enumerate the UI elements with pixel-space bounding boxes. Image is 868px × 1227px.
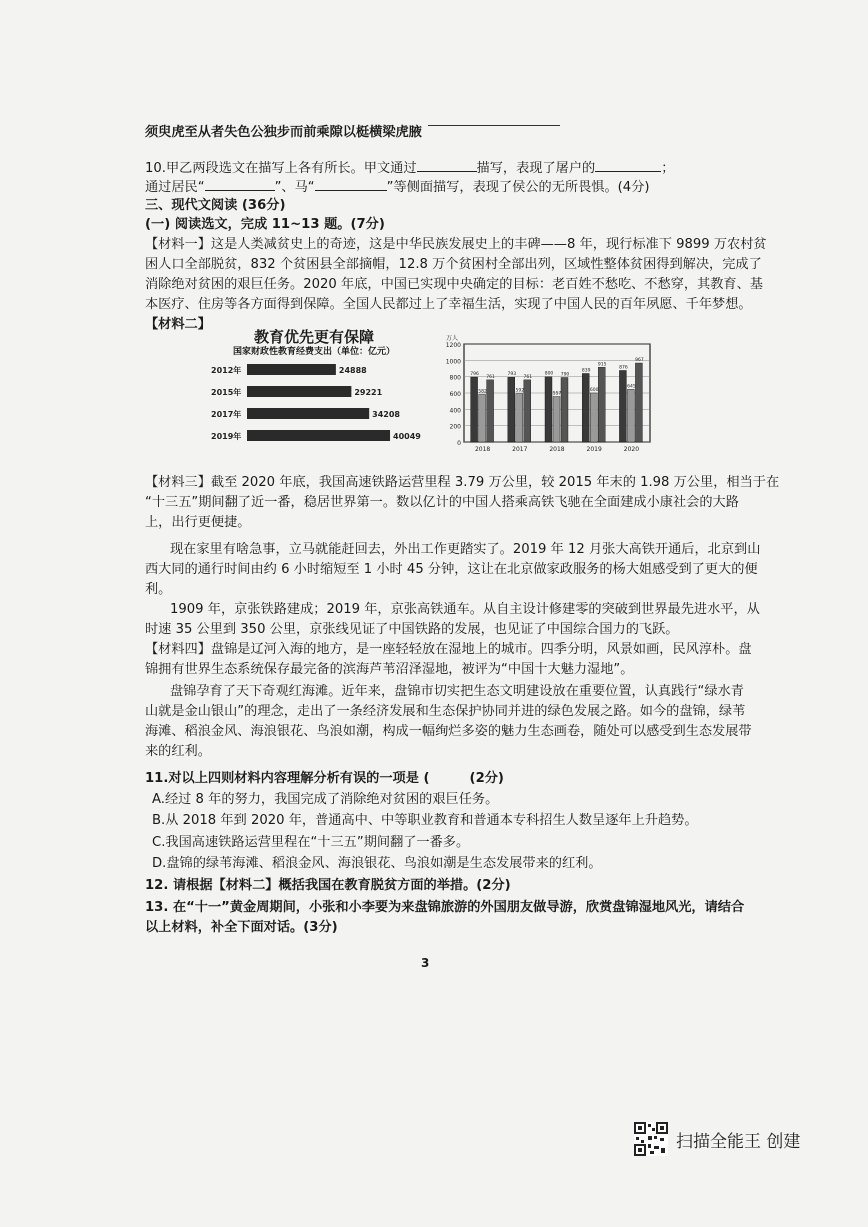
watermark-text: 扫描全能王 创建 — [676, 1131, 801, 1152]
edu-value-label: 29221 — [354, 388, 383, 397]
y-tick-label: 0 — [457, 440, 461, 447]
data-label: 790 — [560, 372, 570, 378]
data-label: 761 — [523, 374, 533, 380]
paragraph-line: 现在家里有啥急事，立马就能赶回去，外出工作更踏实了。2019 年 12 月张大高铁开通后，北京到山 — [170, 542, 761, 557]
answer-blank — [428, 125, 560, 126]
enrol-bar — [487, 380, 494, 442]
data-label: 793 — [507, 372, 517, 378]
y-tick-label: 800 — [449, 374, 461, 382]
enrol-bar — [553, 397, 560, 442]
education-spending-figure — [205, 328, 423, 454]
enrol-bar — [471, 377, 478, 442]
edu-bar — [247, 386, 351, 397]
enrol-bar — [508, 377, 515, 442]
option-c: C.我国高速铁路运营里程在“十三五”期间翻了一番多。 — [152, 835, 470, 850]
data-label: 967 — [635, 358, 644, 364]
data-label: 761 — [486, 374, 495, 380]
data-label: 582 — [478, 389, 487, 395]
enrol-bar — [598, 367, 605, 442]
edu-value-label: 40049 — [393, 432, 421, 441]
y-tick-label: 400 — [449, 407, 461, 415]
y-tick-label: 600 — [449, 391, 461, 398]
enrolment-bar-chart — [440, 328, 660, 464]
question-13-line: 以上材料，补全下面对话。(3分) — [145, 920, 338, 935]
material-2-label: 【材料二】 — [145, 317, 211, 332]
x-tick-label: 2018 — [474, 446, 491, 453]
enrol-bar — [479, 394, 486, 442]
paragraph-line: 时速 35 公里到 350 公里，京张线见证了中国铁路的发展，也见证了中国综合国力的飞跃。 — [145, 622, 679, 637]
paragraph-line: 山就是金山银山”的理念，走出了一条经济发展和生态保护协同并进的绿色发展之路。如今的盘锦，绿苇 — [145, 704, 746, 719]
enrol-bar — [635, 363, 642, 442]
material-3-line: 上，出行更便捷。 — [145, 515, 251, 530]
y-tick-label: 1000 — [445, 358, 461, 366]
edu-bar — [247, 364, 336, 375]
data-label: 839 — [581, 368, 591, 374]
scanner-watermark — [634, 1122, 800, 1156]
material-3-line: 【材料三】截至 2020 年底，我国高速铁路运营里程 3.79 万公里，较 2015 年末的 1.98 万公里，相当于在 — [145, 475, 780, 490]
enrol-bar — [590, 393, 597, 442]
material-4-line: 锦拥有世界生态系统保存最完备的滨海芦苇沼泽湿地，被评为“中国十大魅力湿地”。 — [145, 662, 634, 677]
y-tick-label: 200 — [449, 423, 461, 431]
data-label: 800 — [544, 371, 554, 377]
edu-value-label: 34208 — [372, 410, 401, 419]
paragraph-line: 来的红利。 — [145, 744, 211, 759]
qr-code-icon — [634, 1122, 668, 1156]
edu-value-label: 24888 — [338, 366, 367, 375]
question-11: 11.对以上四则材料内容理解分析有误的一项是 ( (2分) — [145, 771, 504, 786]
enrol-bar — [619, 370, 626, 442]
data-label: 915 — [597, 362, 607, 368]
y-axis-label: 万人 — [446, 335, 459, 342]
x-tick-label: 2020 — [623, 446, 640, 453]
education-bar-chart — [205, 358, 423, 454]
enrol-bar — [582, 373, 589, 442]
classical-text-line: 须臾虎至从者失色公独步而前乘隙以梃横梁虎腋 — [145, 125, 422, 140]
edu-year-label: 2015年 — [211, 388, 242, 397]
paragraph-line: 1909 年，京张铁路建成；2019 年，京张高铁通车。从自主设计修建零的突破到世界最先进水平，从 — [170, 602, 760, 617]
edu-year-label: 2017年 — [211, 410, 242, 419]
data-label: 592 — [515, 388, 525, 394]
material-1-line: 困人口全部脱贫，832 个贫困县全部摘帽，12.8 万个贫困村全部出列，区域性整体贫困得到解决，完成了 — [145, 257, 762, 272]
option-d: D.盘锦的绿苇海滩、稻浪金风、海浪银花、鸟浪如潮是生态发展带来的红利。 — [152, 856, 602, 871]
data-label: 796 — [470, 371, 479, 377]
material-3-line: “十三五”期间翻了近一番，稳居世界第一。数以亿计的中国人搭乘高铁飞驰在全面建成小康社会的大路 — [145, 495, 739, 510]
material-1-line: 本医疗、住房等各方面得到保障。全国人民都过上了幸福生活，实现了中国人民的百年夙愿、千年梦想。 — [145, 297, 752, 312]
paragraph-line: 盘锦孕育了天下奇观红海滩。近年来，盘锦市切实把生态文明建设放在重要位置，认真践行“绿水青 — [170, 684, 744, 699]
enrol-bar — [524, 380, 531, 442]
y-tick-label: 1200 — [445, 342, 461, 349]
enrol-bar — [545, 377, 552, 442]
paragraph-line: 利。 — [145, 582, 172, 597]
enrol-bar — [627, 389, 634, 442]
material-1-line: 【材料一】这是人类减贫史上的奇迹，这是中华民族发展史上的丰碑——8 年，现行标准下 9899 万农村贫 — [145, 237, 767, 252]
edu-year-label: 2019年 — [211, 432, 242, 441]
question-10-line-1: 10.甲乙两段选文在描写上各有所长。甲文通过 描写，表现了屠户的 ； — [145, 161, 675, 176]
material-1-line: 消除绝对贫困的艰巨任务。2020 年底，中国已实现中央确定的目标：老百姓不愁吃、不愁穿，其教育、基 — [145, 277, 763, 292]
page-number: 3 — [421, 956, 430, 970]
question-13-line: 13. 在“十一”黄金周期间，小张和小李要为来盘锦旅游的外国朋友做导游，欣赏盘锦湿地风光，请结合 — [145, 900, 745, 915]
enrolment-chart-figure — [440, 328, 660, 464]
question-10-line-2: 通过居民“ ”、马“ ”等侧面描写，表现了侯公的无所畏惧。(4分) — [145, 180, 650, 195]
section-3-heading: 三、现代文阅读 (36分) — [145, 198, 286, 213]
enrol-bar — [516, 394, 523, 442]
data-label: 600 — [589, 388, 599, 393]
material-4-line: 【材料四】盘锦是辽河入海的地方，是一座轻轻放在湿地上的城市。四季分明，风景如画，民风淳朴。盘 — [145, 642, 752, 657]
option-b: B.从 2018 年到 2020 年，普通高中、中等职业教育和普通本专科招生人数呈逐年上升趋势。 — [152, 813, 698, 828]
part-1-heading: (一) 阅读选文，完成 11~13 题。(7分) — [145, 217, 385, 232]
education-figure-subtitle: 国家财政性教育经费支出（单位：亿元） — [232, 347, 395, 357]
x-tick-label: 2017 — [512, 446, 528, 453]
question-12: 12. 请根据【材料二】概括我国在教育脱贫方面的举措。(2分) — [145, 878, 511, 893]
option-a: A.经过 8 年的努力，我国完成了消除绝对贫困的艰巨任务。 — [152, 792, 499, 807]
education-figure-title: 教育优先更有保障 — [253, 328, 374, 346]
paragraph-line: 海滩、稻浪金风、海浪银花、鸟浪如潮，构成一幅绚烂多姿的魅力生态画卷，随处可以感受到生态发展带 — [145, 724, 752, 739]
data-label: 557 — [552, 391, 562, 397]
data-label: 645 — [627, 384, 636, 390]
edu-year-label: 2012年 — [211, 366, 242, 375]
edu-bar — [247, 430, 390, 441]
data-label: 876 — [619, 365, 628, 371]
x-tick-label: 2018 — [549, 446, 565, 453]
paragraph-line: 西大同的通行时间由约 6 小时缩短至 1 小时 45 分钟，这让在北京做家政服务的杨大姐感受到了更大的便 — [145, 562, 758, 577]
x-tick-label: 2019 — [586, 446, 602, 453]
enrol-bar — [561, 377, 568, 442]
edu-bar — [247, 408, 369, 419]
